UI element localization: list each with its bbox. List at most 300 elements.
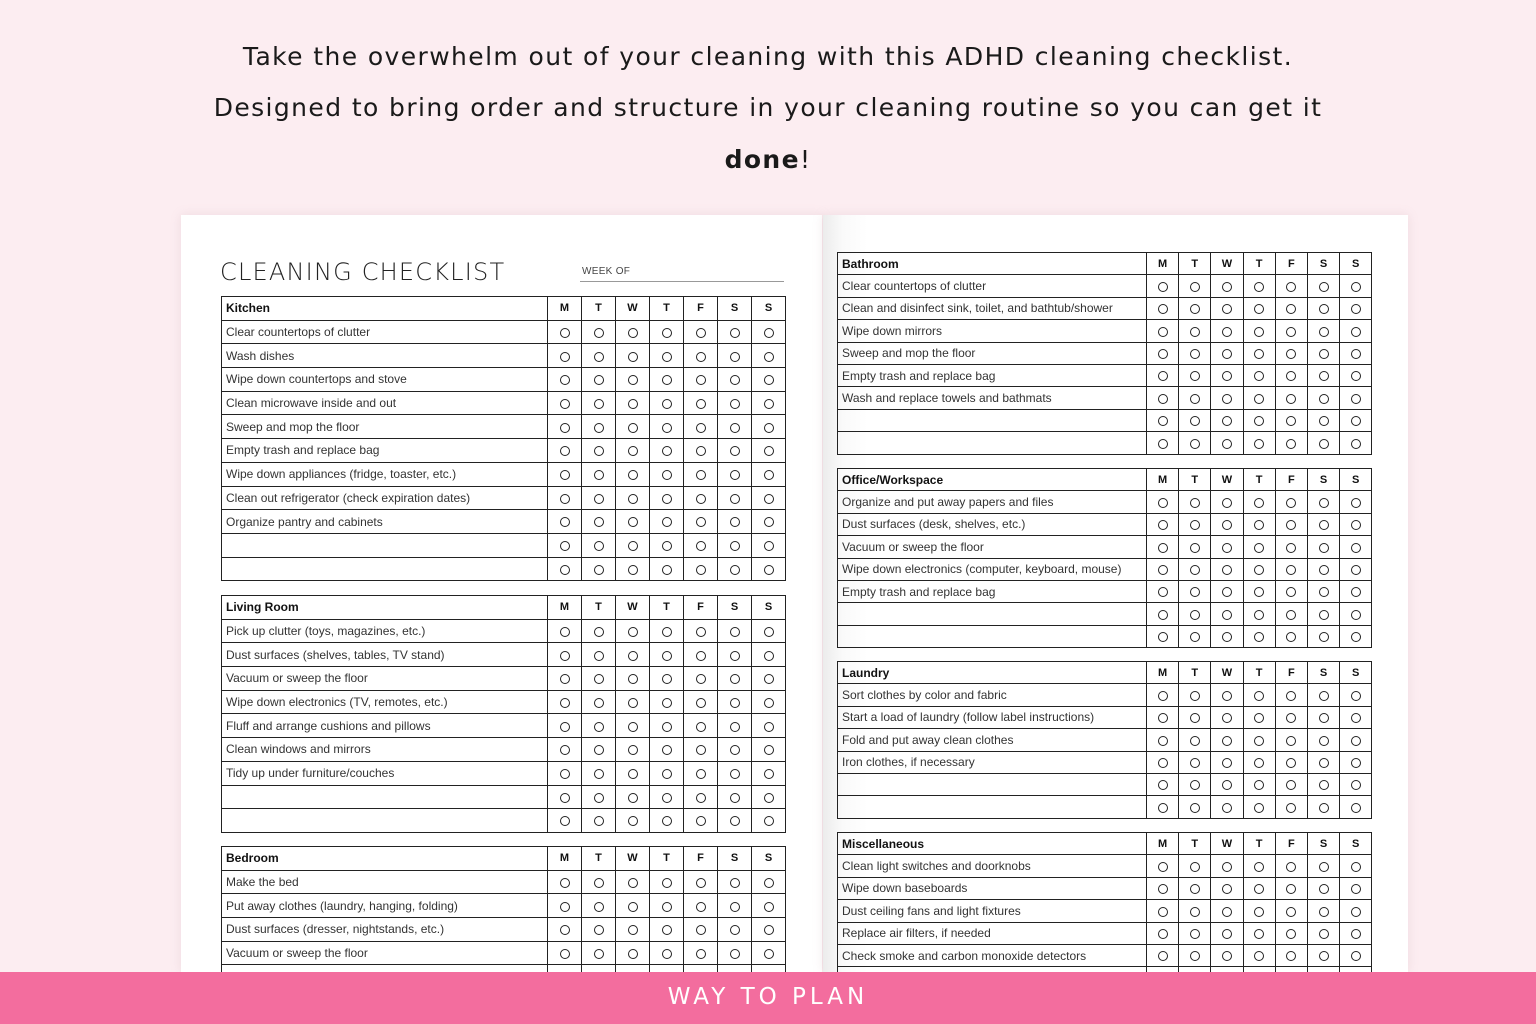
checkbox-circle[interactable] <box>1158 416 1168 426</box>
checkbox-circle[interactable] <box>1286 758 1296 768</box>
checkbox-circle[interactable] <box>662 878 672 888</box>
checkbox-circle[interactable] <box>1351 736 1361 746</box>
checkbox-circle[interactable] <box>764 816 774 826</box>
checkbox-circle[interactable] <box>560 816 570 826</box>
checkbox-circle[interactable] <box>1319 371 1329 381</box>
checkbox-circle[interactable] <box>764 446 774 456</box>
checkbox-circle[interactable] <box>560 565 570 575</box>
checkbox-circle[interactable] <box>696 949 706 959</box>
checkbox-circle[interactable] <box>1319 439 1329 449</box>
checkbox-circle[interactable] <box>628 745 638 755</box>
checkbox-circle[interactable] <box>628 698 638 708</box>
checkbox-circle[interactable] <box>1158 520 1168 530</box>
checkbox-circle[interactable] <box>628 902 638 912</box>
checkbox-circle[interactable] <box>1158 758 1168 768</box>
checkbox-circle[interactable] <box>1319 758 1329 768</box>
checkbox-circle[interactable] <box>594 541 604 551</box>
checkbox-circle[interactable] <box>1190 803 1200 813</box>
checkbox-circle[interactable] <box>1190 691 1200 701</box>
checkbox-circle[interactable] <box>1351 610 1361 620</box>
checkbox-circle[interactable] <box>560 541 570 551</box>
checkbox-circle[interactable] <box>560 627 570 637</box>
checkbox-circle[interactable] <box>1319 736 1329 746</box>
checkbox-circle[interactable] <box>1158 394 1168 404</box>
checkbox-circle[interactable] <box>1286 632 1296 642</box>
checkbox-circle[interactable] <box>560 399 570 409</box>
checkbox-circle[interactable] <box>764 517 774 527</box>
checkbox-circle[interactable] <box>1286 565 1296 575</box>
checkbox-circle[interactable] <box>696 423 706 433</box>
checkbox-circle[interactable] <box>628 399 638 409</box>
checkbox-circle[interactable] <box>662 565 672 575</box>
checkbox-circle[interactable] <box>730 745 740 755</box>
checkbox-circle[interactable] <box>628 517 638 527</box>
checkbox-circle[interactable] <box>1222 565 1232 575</box>
checkbox-circle[interactable] <box>1319 349 1329 359</box>
checkbox-circle[interactable] <box>1190 780 1200 790</box>
task-label[interactable] <box>838 603 1147 625</box>
checkbox-circle[interactable] <box>662 352 672 362</box>
checkbox-circle[interactable] <box>1254 951 1264 961</box>
checkbox-circle[interactable] <box>696 375 706 385</box>
checkbox-circle[interactable] <box>1319 394 1329 404</box>
checkbox-circle[interactable] <box>1190 498 1200 508</box>
checkbox-circle[interactable] <box>730 816 740 826</box>
task-label[interactable] <box>838 796 1147 818</box>
checkbox-circle[interactable] <box>1190 884 1200 894</box>
checkbox-circle[interactable] <box>560 878 570 888</box>
checkbox-circle[interactable] <box>764 627 774 637</box>
checkbox-circle[interactable] <box>1286 610 1296 620</box>
checkbox-circle[interactable] <box>560 769 570 779</box>
checkbox-circle[interactable] <box>1222 907 1232 917</box>
checkbox-circle[interactable] <box>764 494 774 504</box>
checkbox-circle[interactable] <box>628 651 638 661</box>
checkbox-circle[interactable] <box>560 793 570 803</box>
checkbox-circle[interactable] <box>560 674 570 684</box>
checkbox-circle[interactable] <box>1351 780 1361 790</box>
checkbox-circle[interactable] <box>594 793 604 803</box>
checkbox-circle[interactable] <box>730 375 740 385</box>
checkbox-circle[interactable] <box>1190 416 1200 426</box>
checkbox-circle[interactable] <box>764 769 774 779</box>
checkbox-circle[interactable] <box>1254 929 1264 939</box>
checkbox-circle[interactable] <box>1222 371 1232 381</box>
checkbox-circle[interactable] <box>594 517 604 527</box>
checkbox-circle[interactable] <box>1254 691 1264 701</box>
checkbox-circle[interactable] <box>1319 929 1329 939</box>
checkbox-circle[interactable] <box>594 878 604 888</box>
checkbox-circle[interactable] <box>1254 327 1264 337</box>
checkbox-circle[interactable] <box>696 745 706 755</box>
checkbox-circle[interactable] <box>1319 304 1329 314</box>
checkbox-circle[interactable] <box>560 423 570 433</box>
checkbox-circle[interactable] <box>1286 780 1296 790</box>
checkbox-circle[interactable] <box>696 925 706 935</box>
checkbox-circle[interactable] <box>662 769 672 779</box>
checkbox-circle[interactable] <box>1190 758 1200 768</box>
checkbox-circle[interactable] <box>1319 416 1329 426</box>
checkbox-circle[interactable] <box>730 651 740 661</box>
checkbox-circle[interactable] <box>1351 632 1361 642</box>
checkbox-circle[interactable] <box>730 902 740 912</box>
checkbox-circle[interactable] <box>764 470 774 480</box>
checkbox-circle[interactable] <box>764 674 774 684</box>
checkbox-circle[interactable] <box>1254 520 1264 530</box>
checkbox-circle[interactable] <box>1254 439 1264 449</box>
checkbox-circle[interactable] <box>1222 282 1232 292</box>
task-label[interactable] <box>838 409 1147 431</box>
checkbox-circle[interactable] <box>560 352 570 362</box>
checkbox-circle[interactable] <box>1158 736 1168 746</box>
checkbox-circle[interactable] <box>1351 416 1361 426</box>
checkbox-circle[interactable] <box>594 925 604 935</box>
checkbox-circle[interactable] <box>1254 758 1264 768</box>
checkbox-circle[interactable] <box>1319 780 1329 790</box>
checkbox-circle[interactable] <box>1222 520 1232 530</box>
checkbox-circle[interactable] <box>1254 498 1264 508</box>
checkbox-circle[interactable] <box>560 949 570 959</box>
checkbox-circle[interactable] <box>628 949 638 959</box>
checkbox-circle[interactable] <box>594 328 604 338</box>
checkbox-circle[interactable] <box>594 565 604 575</box>
checkbox-circle[interactable] <box>1190 520 1200 530</box>
checkbox-circle[interactable] <box>1286 439 1296 449</box>
checkbox-circle[interactable] <box>1158 862 1168 872</box>
checkbox-circle[interactable] <box>628 722 638 732</box>
checkbox-circle[interactable] <box>730 352 740 362</box>
checkbox-circle[interactable] <box>560 745 570 755</box>
checkbox-circle[interactable] <box>1222 416 1232 426</box>
checkbox-circle[interactable] <box>696 793 706 803</box>
checkbox-circle[interactable] <box>1222 587 1232 597</box>
checkbox-circle[interactable] <box>730 399 740 409</box>
checkbox-circle[interactable] <box>1254 884 1264 894</box>
checkbox-circle[interactable] <box>730 878 740 888</box>
checkbox-circle[interactable] <box>1222 632 1232 642</box>
checkbox-circle[interactable] <box>1222 951 1232 961</box>
checkbox-circle[interactable] <box>764 925 774 935</box>
checkbox-circle[interactable] <box>662 627 672 637</box>
checkbox-circle[interactable] <box>628 423 638 433</box>
checkbox-circle[interactable] <box>1319 713 1329 723</box>
checkbox-circle[interactable] <box>1351 758 1361 768</box>
checkbox-circle[interactable] <box>1351 587 1361 597</box>
checkbox-circle[interactable] <box>730 674 740 684</box>
checkbox-circle[interactable] <box>1158 803 1168 813</box>
checkbox-circle[interactable] <box>1351 304 1361 314</box>
checkbox-circle[interactable] <box>1286 803 1296 813</box>
checkbox-circle[interactable] <box>1158 498 1168 508</box>
checkbox-circle[interactable] <box>1254 736 1264 746</box>
checkbox-circle[interactable] <box>594 722 604 732</box>
checkbox-circle[interactable] <box>696 651 706 661</box>
checkbox-circle[interactable] <box>730 328 740 338</box>
checkbox-circle[interactable] <box>662 902 672 912</box>
checkbox-circle[interactable] <box>560 517 570 527</box>
checkbox-circle[interactable] <box>1254 304 1264 314</box>
checkbox-circle[interactable] <box>1254 565 1264 575</box>
checkbox-circle[interactable] <box>1286 498 1296 508</box>
checkbox-circle[interactable] <box>1158 304 1168 314</box>
checkbox-circle[interactable] <box>730 949 740 959</box>
checkbox-circle[interactable] <box>1222 610 1232 620</box>
checkbox-circle[interactable] <box>1319 951 1329 961</box>
checkbox-circle[interactable] <box>594 399 604 409</box>
checkbox-circle[interactable] <box>662 423 672 433</box>
checkbox-circle[interactable] <box>1158 439 1168 449</box>
checkbox-circle[interactable] <box>1158 610 1168 620</box>
checkbox-circle[interactable] <box>1319 691 1329 701</box>
checkbox-circle[interactable] <box>764 399 774 409</box>
task-label[interactable] <box>838 773 1147 795</box>
checkbox-circle[interactable] <box>1319 327 1329 337</box>
checkbox-circle[interactable] <box>594 470 604 480</box>
checkbox-circle[interactable] <box>1190 349 1200 359</box>
checkbox-circle[interactable] <box>628 769 638 779</box>
checkbox-circle[interactable] <box>594 446 604 456</box>
checkbox-circle[interactable] <box>662 793 672 803</box>
checkbox-circle[interactable] <box>594 352 604 362</box>
checkbox-circle[interactable] <box>662 517 672 527</box>
checkbox-circle[interactable] <box>662 698 672 708</box>
checkbox-circle[interactable] <box>1254 713 1264 723</box>
checkbox-circle[interactable] <box>764 902 774 912</box>
checkbox-circle[interactable] <box>628 494 638 504</box>
task-label[interactable] <box>838 625 1147 647</box>
checkbox-circle[interactable] <box>1286 349 1296 359</box>
checkbox-circle[interactable] <box>1158 691 1168 701</box>
checkbox-circle[interactable] <box>628 446 638 456</box>
checkbox-circle[interactable] <box>1222 803 1232 813</box>
checkbox-circle[interactable] <box>1190 282 1200 292</box>
checkbox-circle[interactable] <box>1286 282 1296 292</box>
checkbox-circle[interactable] <box>1319 884 1329 894</box>
checkbox-circle[interactable] <box>1254 907 1264 917</box>
checkbox-circle[interactable] <box>1319 282 1329 292</box>
checkbox-circle[interactable] <box>1351 803 1361 813</box>
checkbox-circle[interactable] <box>764 541 774 551</box>
checkbox-circle[interactable] <box>696 399 706 409</box>
checkbox-circle[interactable] <box>1254 862 1264 872</box>
checkbox-circle[interactable] <box>594 698 604 708</box>
checkbox-circle[interactable] <box>662 399 672 409</box>
checkbox-circle[interactable] <box>1158 713 1168 723</box>
checkbox-circle[interactable] <box>1286 587 1296 597</box>
checkbox-circle[interactable] <box>730 541 740 551</box>
checkbox-circle[interactable] <box>1286 907 1296 917</box>
checkbox-circle[interactable] <box>1158 780 1168 790</box>
checkbox-circle[interactable] <box>1190 304 1200 314</box>
checkbox-circle[interactable] <box>1286 691 1296 701</box>
checkbox-circle[interactable] <box>594 745 604 755</box>
checkbox-circle[interactable] <box>1222 780 1232 790</box>
checkbox-circle[interactable] <box>1222 736 1232 746</box>
checkbox-circle[interactable] <box>560 328 570 338</box>
checkbox-circle[interactable] <box>1286 394 1296 404</box>
checkbox-circle[interactable] <box>730 722 740 732</box>
checkbox-circle[interactable] <box>764 565 774 575</box>
checkbox-circle[interactable] <box>1351 862 1361 872</box>
checkbox-circle[interactable] <box>1190 587 1200 597</box>
checkbox-circle[interactable] <box>696 565 706 575</box>
checkbox-circle[interactable] <box>730 698 740 708</box>
task-label[interactable] <box>222 809 548 833</box>
checkbox-circle[interactable] <box>1190 929 1200 939</box>
checkbox-circle[interactable] <box>1158 951 1168 961</box>
checkbox-circle[interactable] <box>1286 371 1296 381</box>
checkbox-circle[interactable] <box>1254 803 1264 813</box>
checkbox-circle[interactable] <box>696 627 706 637</box>
checkbox-circle[interactable] <box>662 375 672 385</box>
checkbox-circle[interactable] <box>1158 543 1168 553</box>
checkbox-circle[interactable] <box>1222 884 1232 894</box>
checkbox-circle[interactable] <box>662 446 672 456</box>
checkbox-circle[interactable] <box>696 328 706 338</box>
checkbox-circle[interactable] <box>1351 951 1361 961</box>
checkbox-circle[interactable] <box>1351 565 1361 575</box>
checkbox-circle[interactable] <box>764 793 774 803</box>
checkbox-circle[interactable] <box>594 902 604 912</box>
checkbox-circle[interactable] <box>560 925 570 935</box>
checkbox-circle[interactable] <box>628 541 638 551</box>
checkbox-circle[interactable] <box>1158 282 1168 292</box>
checkbox-circle[interactable] <box>1319 587 1329 597</box>
checkbox-circle[interactable] <box>594 651 604 661</box>
checkbox-circle[interactable] <box>594 769 604 779</box>
task-label[interactable] <box>222 785 548 809</box>
checkbox-circle[interactable] <box>1222 929 1232 939</box>
checkbox-circle[interactable] <box>662 816 672 826</box>
checkbox-circle[interactable] <box>1351 884 1361 894</box>
checkbox-circle[interactable] <box>560 446 570 456</box>
checkbox-circle[interactable] <box>1351 543 1361 553</box>
checkbox-circle[interactable] <box>662 328 672 338</box>
checkbox-circle[interactable] <box>1158 929 1168 939</box>
checkbox-circle[interactable] <box>662 949 672 959</box>
checkbox-circle[interactable] <box>696 902 706 912</box>
task-label[interactable] <box>838 432 1147 454</box>
checkbox-circle[interactable] <box>764 352 774 362</box>
checkbox-circle[interactable] <box>1254 780 1264 790</box>
checkbox-circle[interactable] <box>1254 394 1264 404</box>
checkbox-circle[interactable] <box>1254 349 1264 359</box>
checkbox-circle[interactable] <box>628 565 638 575</box>
checkbox-circle[interactable] <box>1319 907 1329 917</box>
checkbox-circle[interactable] <box>1254 416 1264 426</box>
checkbox-circle[interactable] <box>662 722 672 732</box>
checkbox-circle[interactable] <box>1254 587 1264 597</box>
checkbox-circle[interactable] <box>764 949 774 959</box>
checkbox-circle[interactable] <box>1222 498 1232 508</box>
checkbox-circle[interactable] <box>1351 498 1361 508</box>
checkbox-circle[interactable] <box>628 925 638 935</box>
checkbox-circle[interactable] <box>594 949 604 959</box>
checkbox-circle[interactable] <box>1190 632 1200 642</box>
checkbox-circle[interactable] <box>628 470 638 480</box>
checkbox-circle[interactable] <box>1351 394 1361 404</box>
checkbox-circle[interactable] <box>1190 565 1200 575</box>
checkbox-circle[interactable] <box>594 494 604 504</box>
checkbox-circle[interactable] <box>1158 349 1168 359</box>
checkbox-circle[interactable] <box>594 423 604 433</box>
checkbox-circle[interactable] <box>696 470 706 480</box>
checkbox-circle[interactable] <box>696 446 706 456</box>
checkbox-circle[interactable] <box>1351 907 1361 917</box>
checkbox-circle[interactable] <box>560 722 570 732</box>
checkbox-circle[interactable] <box>1222 862 1232 872</box>
checkbox-circle[interactable] <box>696 816 706 826</box>
checkbox-circle[interactable] <box>628 328 638 338</box>
checkbox-circle[interactable] <box>764 375 774 385</box>
checkbox-circle[interactable] <box>628 878 638 888</box>
checkbox-circle[interactable] <box>560 494 570 504</box>
checkbox-circle[interactable] <box>730 470 740 480</box>
checkbox-circle[interactable] <box>730 423 740 433</box>
checkbox-circle[interactable] <box>1351 520 1361 530</box>
checkbox-circle[interactable] <box>1190 862 1200 872</box>
checkbox-circle[interactable] <box>1158 884 1168 894</box>
checkbox-circle[interactable] <box>662 674 672 684</box>
checkbox-circle[interactable] <box>1286 929 1296 939</box>
checkbox-circle[interactable] <box>1158 907 1168 917</box>
checkbox-circle[interactable] <box>1286 884 1296 894</box>
checkbox-circle[interactable] <box>1190 439 1200 449</box>
checkbox-circle[interactable] <box>1222 439 1232 449</box>
checkbox-circle[interactable] <box>1351 691 1361 701</box>
checkbox-circle[interactable] <box>1190 327 1200 337</box>
checkbox-circle[interactable] <box>628 674 638 684</box>
checkbox-circle[interactable] <box>628 375 638 385</box>
checkbox-circle[interactable] <box>560 470 570 480</box>
checkbox-circle[interactable] <box>662 494 672 504</box>
checkbox-circle[interactable] <box>696 698 706 708</box>
checkbox-circle[interactable] <box>764 878 774 888</box>
checkbox-circle[interactable] <box>628 793 638 803</box>
checkbox-circle[interactable] <box>1319 565 1329 575</box>
checkbox-circle[interactable] <box>1254 371 1264 381</box>
checkbox-circle[interactable] <box>1222 758 1232 768</box>
checkbox-circle[interactable] <box>696 769 706 779</box>
checkbox-circle[interactable] <box>1190 951 1200 961</box>
checkbox-circle[interactable] <box>764 328 774 338</box>
checkbox-circle[interactable] <box>730 769 740 779</box>
checkbox-circle[interactable] <box>662 925 672 935</box>
checkbox-circle[interactable] <box>1319 498 1329 508</box>
checkbox-circle[interactable] <box>764 745 774 755</box>
checkbox-circle[interactable] <box>696 674 706 684</box>
checkbox-circle[interactable] <box>764 423 774 433</box>
checkbox-circle[interactable] <box>1319 632 1329 642</box>
checkbox-circle[interactable] <box>1254 543 1264 553</box>
checkbox-circle[interactable] <box>1190 736 1200 746</box>
checkbox-circle[interactable] <box>560 902 570 912</box>
checkbox-circle[interactable] <box>1254 632 1264 642</box>
checkbox-circle[interactable] <box>730 565 740 575</box>
checkbox-circle[interactable] <box>730 793 740 803</box>
checkbox-circle[interactable] <box>1351 929 1361 939</box>
checkbox-circle[interactable] <box>1351 713 1361 723</box>
checkbox-circle[interactable] <box>560 698 570 708</box>
checkbox-circle[interactable] <box>560 651 570 661</box>
task-label[interactable] <box>222 557 548 581</box>
checkbox-circle[interactable] <box>1222 327 1232 337</box>
checkbox-circle[interactable] <box>1286 862 1296 872</box>
checkbox-circle[interactable] <box>1254 610 1264 620</box>
checkbox-circle[interactable] <box>1158 632 1168 642</box>
checkbox-circle[interactable] <box>764 651 774 661</box>
checkbox-circle[interactable] <box>662 651 672 661</box>
